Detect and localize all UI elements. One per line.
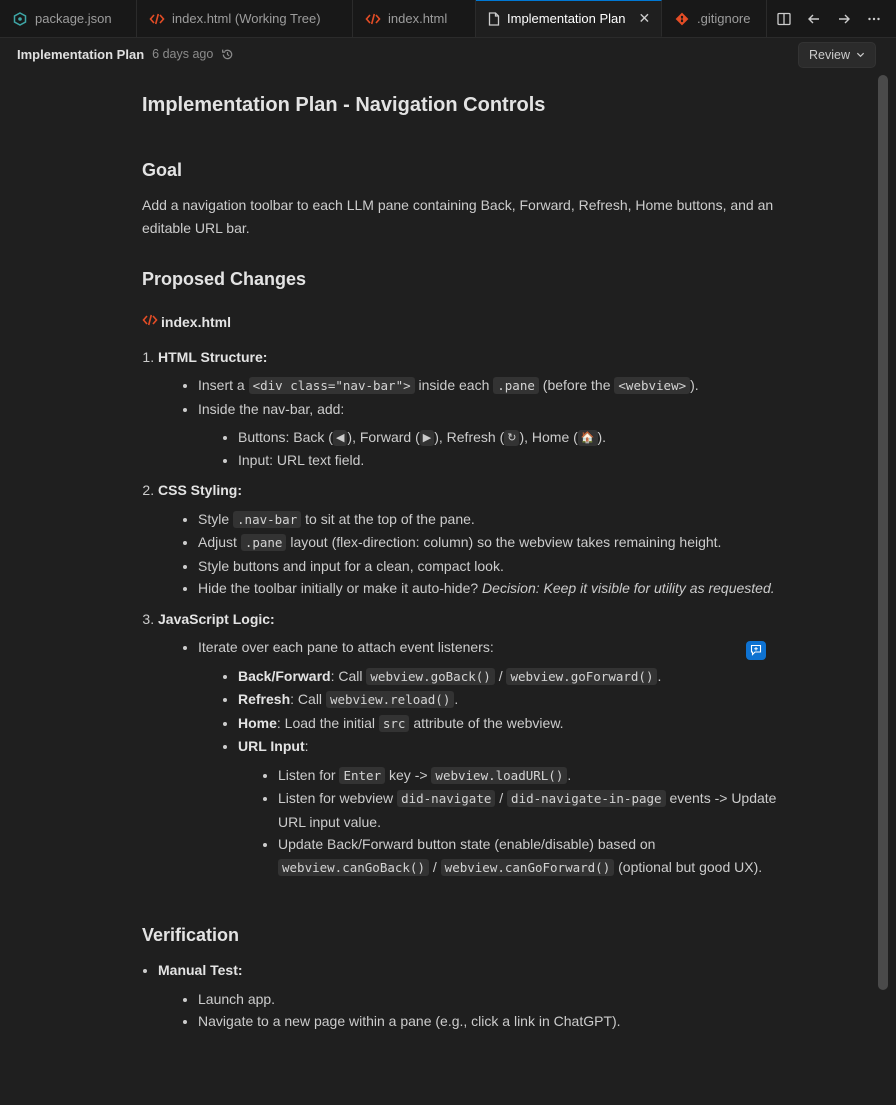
code-span: Enter: [339, 767, 385, 784]
list-item: • Insert a <div class="nav-bar"> inside each .pane (before the <webview> ).: [198, 374, 782, 398]
list-item: • Style .nav-bar to sit at the top of the pane.: [198, 508, 782, 532]
document-timestamp: 6 days ago: [152, 47, 214, 61]
list-item: • Inside the nav-bar, add: • Buttons: Back ( ◀ ), Forward ( ▶ ), Refresh ( ↻ ), Home ( 🏠 ). • Input: URL text field.: [198, 398, 782, 472]
tab-bar: [0, 0, 896, 38]
document-header: [0, 38, 896, 70]
scrollbar-thumb[interactable]: [878, 75, 888, 990]
list-item: • Iterate over each pane to attach event listeners: • Back/Forward: Call webview.goBack() / webview.goForward() . • Refresh: Call webview.reload() . • Home: Load the initial src attribute of the webview. • URL Input: • Listen for Enter key -> webview.loadURL() . • Listen for webview did-navigate / did-navigate-in-page events -> Update URL input value. • Update Back/Forward button state (enable/disable) based on webview.canGoBack() / webview.canGoForward() (optional but good UX).: [198, 636, 782, 879]
list-item: • Update Back/Forward button state (enable/disable) based on webview.canGoBack() / webview.canGoForward() (optional but good UX).: [278, 833, 782, 879]
code-span: webview.reload(): [326, 691, 454, 708]
split-editor-icon[interactable]: [776, 11, 792, 27]
file-name: index.html: [161, 314, 232, 330]
list-item: • Listen for Enter key -> webview.loadURL() .: [278, 764, 782, 788]
code-span: did-navigate: [397, 790, 495, 807]
code-span: src: [379, 715, 410, 732]
list-item: 2. CSS Styling: • Style .nav-bar to sit at the top of the pane. • Adjust .pane layout (flex-direction: column) so the webview takes remaining height. • Style buttons and input for a clean, compact look. • Hide the toolbar initially or make it auto-hide? Decision: Keep it visible for utility as requested.: [158, 479, 782, 600]
changes-heading: Proposed Changes: [142, 269, 307, 289]
forward-arrow-icon: ▶: [420, 430, 434, 446]
list-item: 3. JavaScript Logic: • Iterate over each pane to attach event listeners: • Back/Forward: Call webview.goBack() / webview.goForward() . • Refresh: Call webview.reload() . • Home: Load the initial src attribute of the webview. • URL Input: • Listen for Enter key -> webview.loadURL() . • Listen for webview did-navigate / did-navigate-in-page events -> Update URL input value. • Update Back/Forward button state (enable/disable) based on webview.canGoBack() / webview.canGoForward() (optional but good UX).: [158, 608, 782, 880]
tab-label: package.json: [35, 11, 112, 26]
list-item: • Input: URL text field.: [238, 449, 782, 472]
goal-heading: Goal: [142, 160, 183, 180]
comment-icon: [750, 643, 762, 659]
page-title: Implementation Plan - Navigation Controls: [142, 94, 546, 116]
list-item: • Hide the toolbar initially or make it auto-hide? Decision: Keep it visible for utility as requested.: [198, 577, 782, 600]
changes-list: [142, 346, 782, 880]
tab-label: index.html: [388, 11, 448, 26]
decision-note: Decision: Keep it visible for utility as requested.: [482, 580, 775, 596]
html-icon: [365, 11, 381, 27]
list-item: • Home: Load the initial src attribute of the webview.: [238, 712, 782, 736]
code-span: webview.canGoForward(): [441, 859, 615, 876]
home-icon: 🏠: [578, 430, 598, 446]
add-comment-button[interactable]: [746, 641, 766, 660]
section-title: HTML Structure: [158, 348, 263, 365]
close-icon[interactable]: ✕: [638, 10, 651, 26]
history-icon[interactable]: [221, 48, 234, 61]
tab-index-html[interactable]: [353, 0, 476, 37]
code-span: webview.loadURL(): [431, 767, 567, 784]
review-button[interactable]: [798, 42, 876, 68]
code-span: <webview>: [614, 377, 690, 394]
tab-label: .gitignore: [697, 11, 751, 26]
package-json-icon: [12, 11, 28, 27]
html-icon: [142, 311, 158, 334]
chevron-down-icon: [856, 48, 865, 62]
verification-section: [142, 923, 782, 1033]
section-title: CSS Styling: [158, 482, 238, 498]
code-span: did-navigate-in-page: [507, 790, 666, 807]
more-actions-icon[interactable]: [866, 11, 882, 27]
document-content: [142, 82, 782, 1041]
file-link-index-html[interactable]: [142, 311, 782, 334]
code-span: webview.goForward(): [506, 668, 657, 685]
arrow-right-icon[interactable]: [836, 11, 852, 27]
tab-gitignore[interactable]: [662, 0, 767, 37]
document-icon: [488, 11, 500, 27]
editor-actions: [776, 0, 896, 37]
tab-implementation-plan[interactable]: [476, 0, 662, 37]
list-item: • Launch app.: [198, 988, 782, 1011]
back-arrow-icon: ◀: [333, 430, 347, 446]
list-item: • Back/Forward: Call webview.goBack() / webview.goForward() .: [238, 665, 782, 689]
html-icon: [149, 11, 165, 27]
code-span: .nav-bar: [233, 511, 301, 528]
list-item: 1. HTML Structure: • Insert a <div class="nav-bar"> inside each .pane (before the <webview> ). • Inside the nav-bar, add: • Buttons: Back ( ◀ ), Forward ( ▶ ), Refresh ( ↻ ), Home ( 🏠 ). • Input: URL text field.: [158, 346, 782, 472]
list-item: • Listen for webview did-navigate / did-navigate-in-page events -> Update URL input value.: [278, 787, 782, 833]
list-item: • Style buttons and input for a clean, compact look.: [198, 555, 782, 578]
goal-text: Add a navigation toolbar to each LLM pane containing Back, Forward, Refresh, Home buttons, and an editable URL bar.: [142, 197, 774, 236]
code-span: .pane: [493, 377, 539, 394]
code-span: webview.goBack(): [366, 668, 494, 685]
tab-label: index.html (Working Tree): [172, 11, 321, 26]
tab-index-html-working-tree[interactable]: [137, 0, 353, 37]
code-span: .pane: [241, 534, 287, 551]
tab-label: Implementation Plan: [507, 11, 626, 26]
code-span: webview.canGoBack(): [278, 859, 429, 876]
section-title: JavaScript Logic: [158, 610, 271, 627]
list-item: • Navigate to a new page within a pane (e.g., click a link in ChatGPT).: [198, 1010, 782, 1033]
list-item: • URL Input: • Listen for Enter key -> webview.loadURL() . • Listen for webview did-navigate / did-navigate-in-page events -> Update URL input value. • Update Back/Forward button state (enable/disable) based on webview.canGoBack() / webview.canGoForward() (optional but good UX).: [238, 735, 782, 879]
verification-heading: Verification: [142, 925, 240, 945]
list-item: • Adjust .pane layout (flex-direction: column) so the webview takes remaining height.: [198, 531, 782, 555]
document-title: Implementation Plan: [17, 46, 145, 62]
arrow-left-icon[interactable]: [806, 11, 822, 27]
review-label: Review: [809, 48, 850, 62]
list-item: • Buttons: Back ( ◀ ), Forward ( ▶ ), Refresh ( ↻ ), Home ( 🏠 ).: [238, 426, 782, 449]
code-span: <div class="nav-bar">: [249, 377, 415, 394]
list-item: • Manual Test: • Launch app. • Navigate to a new page within a pane (e.g., click a link in ChatGPT).: [158, 959, 782, 1033]
list-item: • Refresh: Call webview.reload() .: [238, 688, 782, 712]
git-icon: [674, 11, 690, 27]
refresh-icon: ↻: [504, 430, 519, 446]
tab-package-json[interactable]: [0, 0, 137, 37]
